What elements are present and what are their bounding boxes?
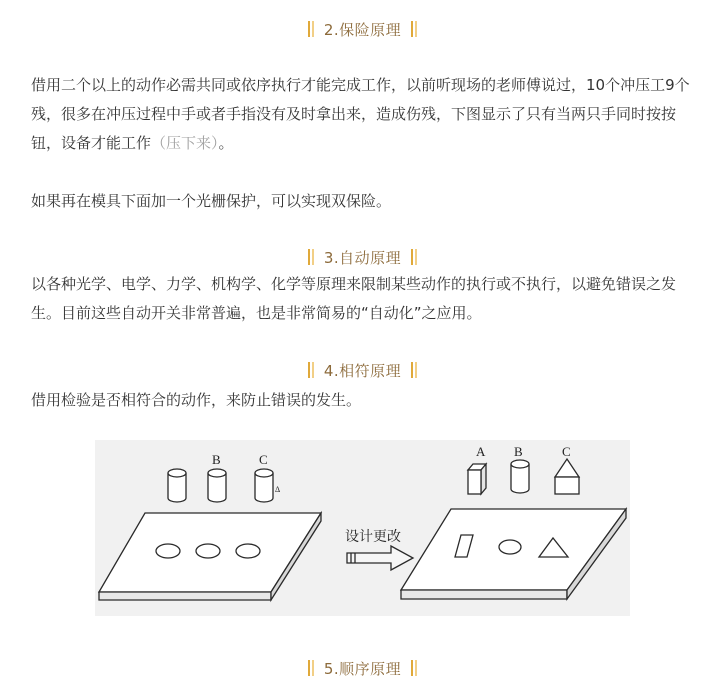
section-3-paragraph (31, 270, 695, 328)
section-2-paragraph-1-end: 。 (218, 134, 234, 152)
right-cylinder-b (511, 460, 529, 493)
section-4-paragraph-text: 借用检验是否相符合的动作，来防止错误的发生。 (31, 391, 362, 409)
title-bar-left-thin (312, 362, 314, 378)
title-bar-left (308, 249, 310, 265)
section-2-heading: 2.保险原理 (323, 20, 402, 39)
title-bar-right-thin (415, 362, 417, 378)
section-4-heading: 4.相符原理 (323, 361, 402, 380)
title-bar-left (308, 21, 310, 37)
left-small-mark: Δ (275, 485, 281, 494)
left-label-c: C (259, 452, 268, 467)
section-title-2 (0, 17, 725, 41)
right-house-c (555, 459, 579, 494)
left-hole-1 (156, 544, 180, 558)
left-hole-2 (196, 544, 220, 558)
title-bar-right-thin (415, 660, 417, 676)
left-cylinder-2 (208, 469, 226, 502)
section-title-4 (0, 358, 725, 382)
title-bar-left-thin (312, 21, 314, 37)
title-bar-left (308, 362, 310, 378)
title-bar-right-thin (415, 21, 417, 37)
design-change-figure (95, 440, 630, 616)
section-2-paragraph-1-note: （压下来） (151, 134, 219, 152)
right-label-c: C (562, 444, 571, 459)
right-label-b: B (514, 444, 523, 459)
right-plate-front (401, 590, 567, 599)
title-bar-left-thin (312, 660, 314, 676)
left-hole-3 (236, 544, 260, 558)
design-change-diagram (95, 440, 630, 616)
title-bar-right-thin (415, 249, 417, 265)
title-bar-left (308, 660, 310, 676)
section-title-3 (0, 245, 725, 269)
right-block-a (468, 464, 486, 494)
design-change-arrow (347, 546, 413, 570)
section-2-paragraph-2 (31, 187, 695, 216)
section-2-paragraph-1 (31, 71, 695, 158)
section-title-5 (0, 656, 725, 680)
left-plate-front (99, 592, 271, 600)
section-3-heading: 3.自动原理 (323, 248, 402, 267)
right-label-a: A (476, 444, 486, 459)
left-label-b: B (212, 452, 221, 467)
section-3-paragraph-text: 以各种光学、电学、力学、机构学、化学等原理来限制某些动作的执行或不执行，以避免错误之发生。目前这些自动开关非常普遍，也是非常简易的“自动化”之应用。 (31, 275, 677, 322)
title-bar-right (411, 660, 413, 676)
section-4-paragraph (31, 386, 695, 415)
title-bar-right (411, 362, 413, 378)
left-cylinder-1 (168, 469, 186, 502)
right-plate (401, 509, 626, 599)
right-hole-circle (499, 540, 521, 554)
title-bar-right (411, 21, 413, 37)
arrow-label: 设计更改 (345, 529, 401, 545)
title-bar-right (411, 249, 413, 265)
section-2-paragraph-1-text: 借用二个以上的动作必需共同或依序执行才能完成工作，以前听现场的老师傅说过，10个冲压工9个残，很多在冲压过程中手或者手指没有及时拿出来，造成伤残，下图显示了只有当两只手同时按按钮，设备才能工作 (31, 76, 690, 152)
section-2-paragraph-2-text: 如果再在模具下面加一个光栅保护，可以实现双保险。 (31, 192, 392, 210)
title-bar-left-thin (312, 249, 314, 265)
section-5-heading: 5.顺序原理 (323, 659, 402, 678)
left-plate (99, 513, 321, 600)
left-cylinder-3 (255, 469, 273, 502)
